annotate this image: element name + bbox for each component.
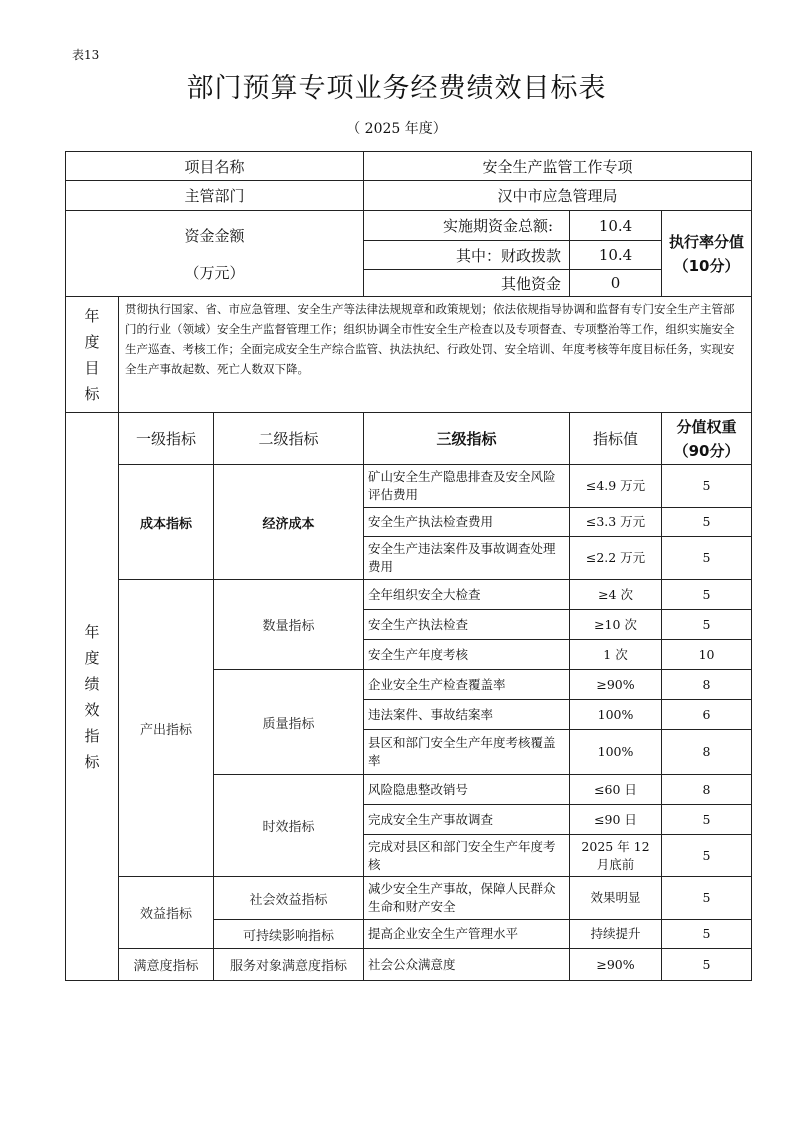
indicator-weight: 5 (662, 877, 752, 920)
table-number: 表13 (72, 48, 100, 62)
indicator-value: ≤4.9 万元 (570, 465, 662, 508)
indicator-name: 风险隐患整改销号 (364, 775, 570, 805)
indicator-name: 安全生产违法案件及事故调查处理费用 (364, 537, 570, 580)
indicator-value: 100% (570, 730, 662, 775)
indicator-weight: 6 (662, 700, 752, 730)
department-row (66, 181, 752, 211)
table-row (66, 580, 752, 610)
indicator-weight: 5 (662, 610, 752, 640)
indicator-value: 100% (570, 700, 662, 730)
table-row (66, 877, 752, 920)
indicator-weight: 5 (662, 465, 752, 508)
header-value: 指标值 (570, 413, 662, 465)
sustain-level2: 可持续影响指标 (214, 920, 364, 949)
project-value: 安全生产监管工作专项 (364, 152, 752, 181)
indicator-name: 安全生产执法检查费用 (364, 508, 570, 537)
department-value: 汉中市应急管理局 (364, 181, 752, 211)
indicator-weight: 5 (662, 920, 752, 949)
performance-table (65, 151, 752, 981)
indicator-weight: 8 (662, 730, 752, 775)
indicator-weight: 5 (662, 580, 752, 610)
benefit-level1: 效益指标 (119, 877, 214, 949)
annual-goal-row (66, 297, 752, 413)
department-label: 主管部门 (66, 181, 364, 211)
indicator-weight: 5 (662, 835, 752, 877)
indicator-weight: 5 (662, 508, 752, 537)
timeliness-level2: 时效指标 (214, 775, 364, 877)
document-subtitle: （ 2025 年度） (346, 121, 447, 137)
indicator-name: 完成对县区和部门安全生产年度考核 (364, 835, 570, 877)
cost-level2: 经济成本 (214, 465, 364, 580)
indicator-weight: 10 (662, 640, 752, 670)
project-row (66, 152, 752, 181)
indicator-name: 完成安全生产事故调查 (364, 805, 570, 835)
indicator-value: 1 次 (570, 640, 662, 670)
fund-other-label: 其他资金 (364, 270, 570, 297)
quality-level2: 质量指标 (214, 670, 364, 775)
annual-goal-text: 贯彻执行国家、省、市应急管理、安全生产等法律法规规章和政策规划；依法依规指导协调和监督有专门安全生产主管部门的行业（领域）安全生产监督管理工作；组织协调全市性安全生产检查以及专项督查、专项整治等工作，组织实施安全生产巡查、考核工作；全面完成安全生产综合监管、执法执纪、行政处罚、安全培训、年度考核等年度目标任务，实现安全生产事故起数、死亡人数双下降。 (119, 297, 752, 413)
satisfaction-level2: 服务对象满意度指标 (214, 949, 364, 981)
indicator-weight: 8 (662, 670, 752, 700)
indicator-name: 提高企业安全生产管理水平 (364, 920, 570, 949)
indicator-name: 企业安全生产检查覆盖率 (364, 670, 570, 700)
indicator-value: ≥4 次 (570, 580, 662, 610)
fund-fiscal-label: 其中：财政拨款 (364, 241, 570, 270)
indicator-name: 安全生产年度考核 (364, 640, 570, 670)
indicator-name: 矿山安全生产隐患排查及安全风险评估费用 (364, 465, 570, 508)
quantity-level2: 数量指标 (214, 580, 364, 670)
fund-amount-cell (66, 211, 364, 297)
indicator-value: ≤60 日 (570, 775, 662, 805)
satisfaction-level1: 满意度指标 (119, 949, 214, 981)
document-title: 部门预算专项业务经费绩效目标表 (186, 73, 607, 104)
social-level2: 社会效益指标 (214, 877, 364, 920)
indicator-name: 县区和部门安全生产年度考核覆盖率 (364, 730, 570, 775)
indicator-name: 违法案件、事故结案率 (364, 700, 570, 730)
indicator-weight: 5 (662, 949, 752, 981)
indicator-value: ≤90 日 (570, 805, 662, 835)
cost-level1: 成本指标 (119, 465, 214, 580)
output-level1: 产出指标 (119, 580, 214, 877)
annual-goal-label: 年 度 目 标 (66, 297, 119, 413)
fund-label: 资金金额 (184, 226, 245, 245)
table-row (66, 949, 752, 981)
indicator-name: 全年组织安全大检查 (364, 580, 570, 610)
fund-other-value: 0 (570, 270, 662, 297)
indicator-weight: 5 (662, 805, 752, 835)
indicator-value: ≥90% (570, 670, 662, 700)
header-level2: 二级指标 (214, 413, 364, 465)
indicator-section-label: 年 度 绩 效 指 标 (66, 413, 119, 981)
indicator-weight: 8 (662, 775, 752, 805)
indicator-value: ≤2.2 万元 (570, 537, 662, 580)
indicator-value: ≥10 次 (570, 610, 662, 640)
indicator-value: 2025 年 12 月底前 (570, 835, 662, 877)
indicator-value: ≤3.3 万元 (570, 508, 662, 537)
indicator-name: 减少安全生产事故，保障人民群众生命和财产安全 (364, 877, 570, 920)
indicator-weight: 5 (662, 537, 752, 580)
table-row (66, 465, 752, 508)
indicator-name: 安全生产执法检查 (364, 610, 570, 640)
indicator-value: 持续提升 (570, 920, 662, 949)
fund-total-label: 实施期资金总额: (364, 211, 570, 241)
indicator-name: 社会公众满意度 (364, 949, 570, 981)
header-level3: 三级指标 (364, 413, 570, 465)
execution-rate-score: 执行率分值（10分） (662, 211, 752, 297)
header-weight: 分值权重（90分） (662, 413, 752, 465)
indicator-value: 效果明显 (570, 877, 662, 920)
indicator-value: ≥90% (570, 949, 662, 981)
fund-total-value: 10.4 (570, 211, 662, 241)
header-level1: 一级指标 (119, 413, 214, 465)
fund-fiscal-value: 10.4 (570, 241, 662, 270)
fund-total-row (66, 211, 752, 241)
fund-unit: （万元） (184, 263, 245, 282)
project-label: 项目名称 (66, 152, 364, 181)
indicator-header-row (66, 413, 752, 465)
